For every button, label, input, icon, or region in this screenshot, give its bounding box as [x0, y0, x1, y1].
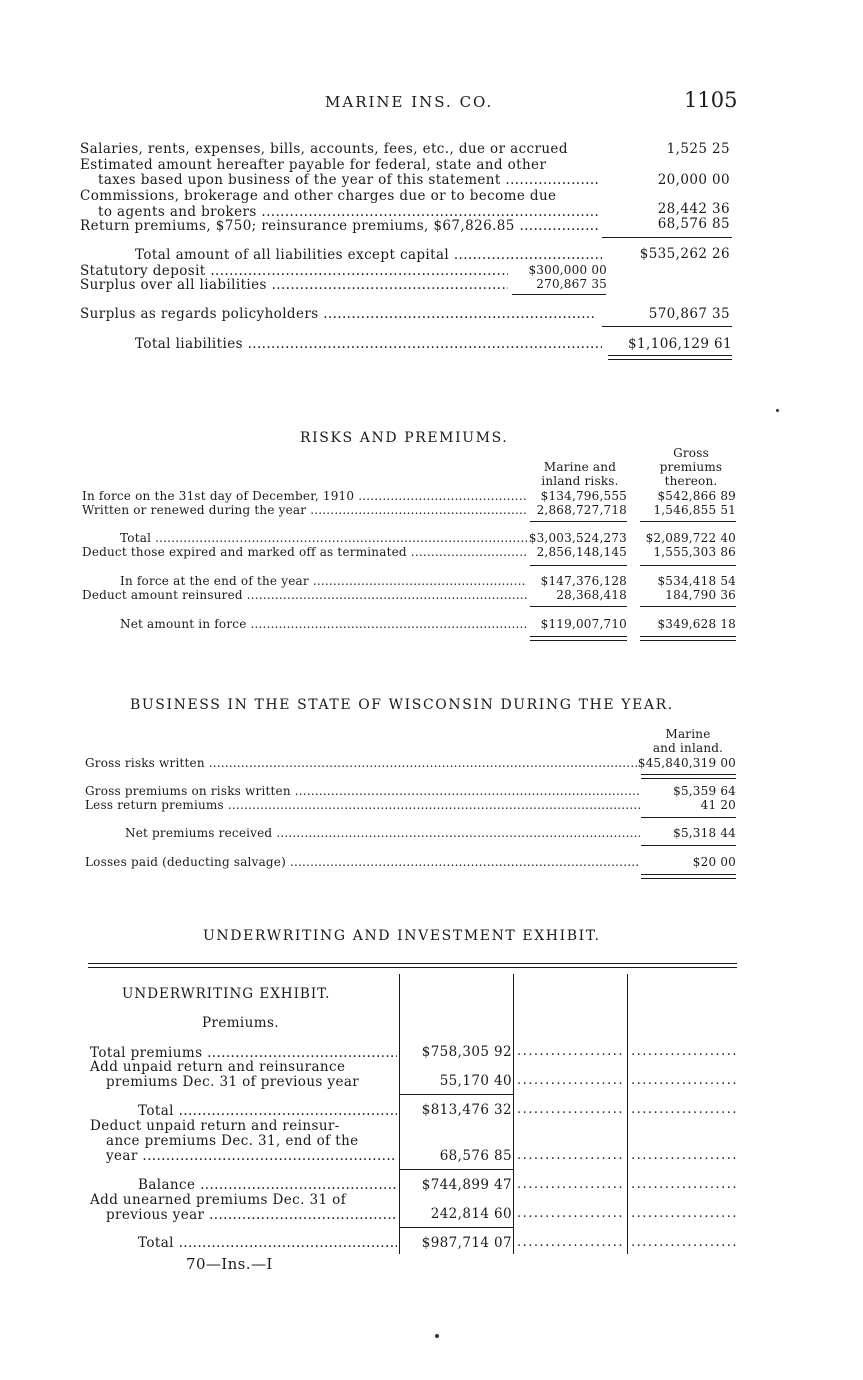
- risks-row-premiums: 184,790 36: [665, 588, 736, 602]
- uw-row-dots: [517, 1073, 625, 1088]
- surplus-over-liabilities-label: Surplus over all liabilities .....: [80, 277, 508, 293]
- risks-row-premiums: $2,089,722 40: [645, 531, 736, 545]
- uw-sum-rule: [400, 1227, 513, 1228]
- liability-taxes-label-2: taxes based upon business of the year of this statement .....: [98, 172, 600, 188]
- risks-row-premiums: $349,628 18: [657, 617, 736, 631]
- uw-row-label: premiums Dec. 31 of previous year: [106, 1074, 360, 1090]
- underwriting-section-title: UNDERWRITING AND INVESTMENT EXHIBIT.: [203, 928, 601, 944]
- policyholders-rule: [602, 326, 732, 327]
- surplus-policyholders-label: Surplus as regards policyholders .....: [80, 306, 594, 322]
- wisconsin-row-label: Gross risks written .....: [85, 756, 640, 770]
- risks-row-risks: $3,003,524,273: [528, 531, 627, 545]
- uw-row-amount: 242,814 60: [430, 1206, 512, 1222]
- liability-commissions-amount: 28,442 36: [657, 201, 730, 217]
- uw-row-dots: [631, 1073, 739, 1088]
- uw-row-amount: 55,170 40: [439, 1073, 512, 1089]
- risks-row-premiums: 1,555,303 86: [653, 545, 736, 559]
- uw-row-label: Balance .....: [138, 1177, 397, 1193]
- wisconsin-row-label: Losses paid (deducting salvage) .....: [85, 855, 640, 869]
- risks-rule: [640, 606, 736, 607]
- uw-row-amount: 68,576 85: [439, 1148, 512, 1164]
- uw-row-dots: [517, 1206, 625, 1221]
- statutory-deposit-label: Statutory deposit .....: [80, 263, 508, 279]
- risks-row-risks: $119,007,710: [540, 617, 627, 631]
- risks-col2-header-2: premiums: [659, 460, 723, 474]
- wisconsin-row-amount: $20 00: [692, 855, 736, 869]
- uw-row-amount: $744,899 47: [421, 1177, 512, 1193]
- uw-row-label: previous year .....: [106, 1207, 397, 1223]
- uw-row-dots: [631, 1044, 739, 1059]
- uw-sum-rule: [400, 1169, 513, 1170]
- uw-row-dots: [517, 1148, 625, 1163]
- risks-col2-header-1: Gross: [673, 446, 709, 460]
- wisconsin-section-title: BUSINESS IN THE STATE OF WISCONSIN DURING THE YEAR.: [130, 697, 674, 713]
- print-speck: [435, 1334, 439, 1338]
- wisconsin-row-label: Gross premiums on risks written .....: [85, 784, 640, 798]
- risks-row-label: Total .....: [120, 531, 527, 545]
- uw-sum-rule: [400, 1094, 513, 1095]
- wisconsin-row-amount: 41 20: [700, 798, 736, 812]
- risks-row-label: In force at the end of the year .....: [120, 574, 527, 588]
- risks-row-risks: $147,376,128: [540, 574, 627, 588]
- wisconsin-rule: [641, 817, 736, 818]
- risks-double-rule: [530, 636, 627, 641]
- uw-row-label: Total .....: [138, 1103, 397, 1119]
- risks-double-rule: [640, 636, 736, 641]
- liability-return-premiums-amount: 68,576 85: [657, 216, 730, 232]
- uw-row-dots: [631, 1177, 739, 1192]
- uw-row-dots: [631, 1148, 739, 1163]
- print-speck: [776, 409, 779, 412]
- uw-row-amount: $813,476 32: [421, 1102, 512, 1118]
- risks-row-label: In force on the 31st day of December, 1910 .....: [82, 489, 527, 503]
- risks-rule: [530, 606, 627, 607]
- risks-row-label: Deduct those expired and marked off as terminated .....: [82, 545, 527, 559]
- wisconsin-col-header-1: Marine: [665, 727, 711, 741]
- uw-row-dots: [631, 1102, 739, 1117]
- uw-row-label: Add unearned premiums Dec. 31 of: [90, 1192, 347, 1208]
- uw-row-label: Deduct unpaid return and reinsur-: [90, 1118, 340, 1134]
- total-liabilities-amount: $1,106,129 61: [628, 336, 732, 352]
- wisconsin-double-rule: [641, 874, 736, 879]
- uw-row-amount: $987,714 07: [421, 1235, 512, 1251]
- underwriting-col-divider: [399, 974, 400, 1254]
- total-liabilities-except-capital-amount: $535,262 26: [639, 246, 730, 262]
- premiums-subheading: Premiums.: [202, 1015, 279, 1031]
- page-number: 1105: [684, 88, 738, 112]
- uw-row-label: Total .....: [138, 1235, 397, 1251]
- statutory-deposit-amount: $300,000 00: [528, 263, 607, 277]
- risks-col1-header-2: inland risks.: [541, 474, 619, 488]
- uw-row-dots: [517, 1177, 625, 1192]
- uw-row-label: year .....: [106, 1148, 397, 1164]
- wisconsin-row-label: Less return premiums .....: [85, 798, 640, 812]
- wisconsin-rule: [641, 845, 736, 846]
- uw-row-dots: [631, 1206, 739, 1221]
- risks-row-risks: $134,796,555: [540, 489, 627, 503]
- liability-taxes-amount: 20,000 00: [657, 172, 730, 188]
- risks-row-premiums: $534,418 54: [657, 574, 736, 588]
- wisconsin-row-label: Net premiums received .....: [125, 826, 640, 840]
- liability-commissions-label-1: Commissions, brokerage and other charges due or to become due: [80, 188, 557, 204]
- risks-row-label: Deduct amount reinsured .....: [82, 588, 527, 602]
- uw-row-amount: $758,305 92: [421, 1044, 512, 1060]
- risks-col1-header-1: Marine and: [543, 460, 617, 474]
- underwriting-table-top-rule: [88, 963, 737, 968]
- wisconsin-double-rule: [641, 774, 736, 779]
- uw-row-dots: [517, 1102, 625, 1117]
- risks-rule: [530, 565, 627, 566]
- surplus-policyholders-amount: 570,867 35: [648, 306, 730, 322]
- page-title: MARINE INS. CO.: [325, 93, 494, 111]
- liability-commissions-label-2: to agents and brokers .....: [98, 204, 600, 220]
- underwriting-col-divider: [627, 974, 628, 1254]
- risks-row-label: Written or renewed during the year .....: [82, 503, 527, 517]
- risks-rule: [640, 521, 736, 522]
- total-liabilities-double-rule: [608, 355, 732, 360]
- risks-col2-header-3: thereon.: [664, 474, 718, 488]
- uw-row-dots: [631, 1235, 739, 1250]
- risks-section-title: RISKS AND PREMIUMS.: [300, 430, 509, 446]
- total-liabilities-label: Total liabilities .....: [135, 336, 602, 352]
- risks-rule: [530, 521, 627, 522]
- statutory-rule: [512, 294, 606, 295]
- liability-salaries-label: Salaries, rents, expenses, bills, accounts, fees, etc., due or accrued: [80, 141, 568, 157]
- liability-taxes-label-1: Estimated amount hereafter payable for federal, state and other: [80, 157, 547, 173]
- uw-row-label: ance premiums Dec. 31, end of the: [106, 1133, 359, 1149]
- wisconsin-row-amount: $5,318 44: [673, 826, 736, 840]
- underwriting-subtitle: UNDERWRITING EXHIBIT.: [122, 986, 331, 1002]
- wisconsin-row-amount: $5,359 64: [673, 784, 736, 798]
- liability-return-premiums-label: Return premiums, $750; reinsurance premiums, $67,826.85 .....: [80, 218, 600, 234]
- surplus-over-liabilities-amount: 270,867 35: [536, 277, 607, 291]
- total-liabilities-except-capital-label: Total amount of all liabilities except capital .....: [135, 247, 602, 263]
- risks-row-premiums: 1,546,855 51: [653, 503, 736, 517]
- wisconsin-row-amount: $45,840,319 00: [637, 756, 736, 770]
- uw-row-dots: [517, 1235, 625, 1250]
- uw-row-label: Total premiums .....: [90, 1045, 397, 1061]
- liabilities-subtotal-rule: [602, 237, 732, 238]
- page-signature: 70—Ins.—I: [186, 1255, 273, 1273]
- risks-row-risks: 2,856,148,145: [536, 545, 627, 559]
- uw-row-label: Add unpaid return and reinsurance: [90, 1059, 346, 1075]
- underwriting-col-divider: [513, 974, 514, 1254]
- risks-row-risks: 28,368,418: [556, 588, 627, 602]
- risks-row-premiums: $542,866 89: [657, 489, 736, 503]
- wisconsin-col-header-2: and inland.: [652, 741, 724, 755]
- uw-row-dots: [517, 1044, 625, 1059]
- risks-row-risks: 2,868,727,718: [536, 503, 627, 517]
- liability-salaries-amount: 1,525 25: [666, 141, 730, 157]
- risks-rule: [640, 565, 736, 566]
- risks-row-label: Net amount in force .....: [120, 617, 527, 631]
